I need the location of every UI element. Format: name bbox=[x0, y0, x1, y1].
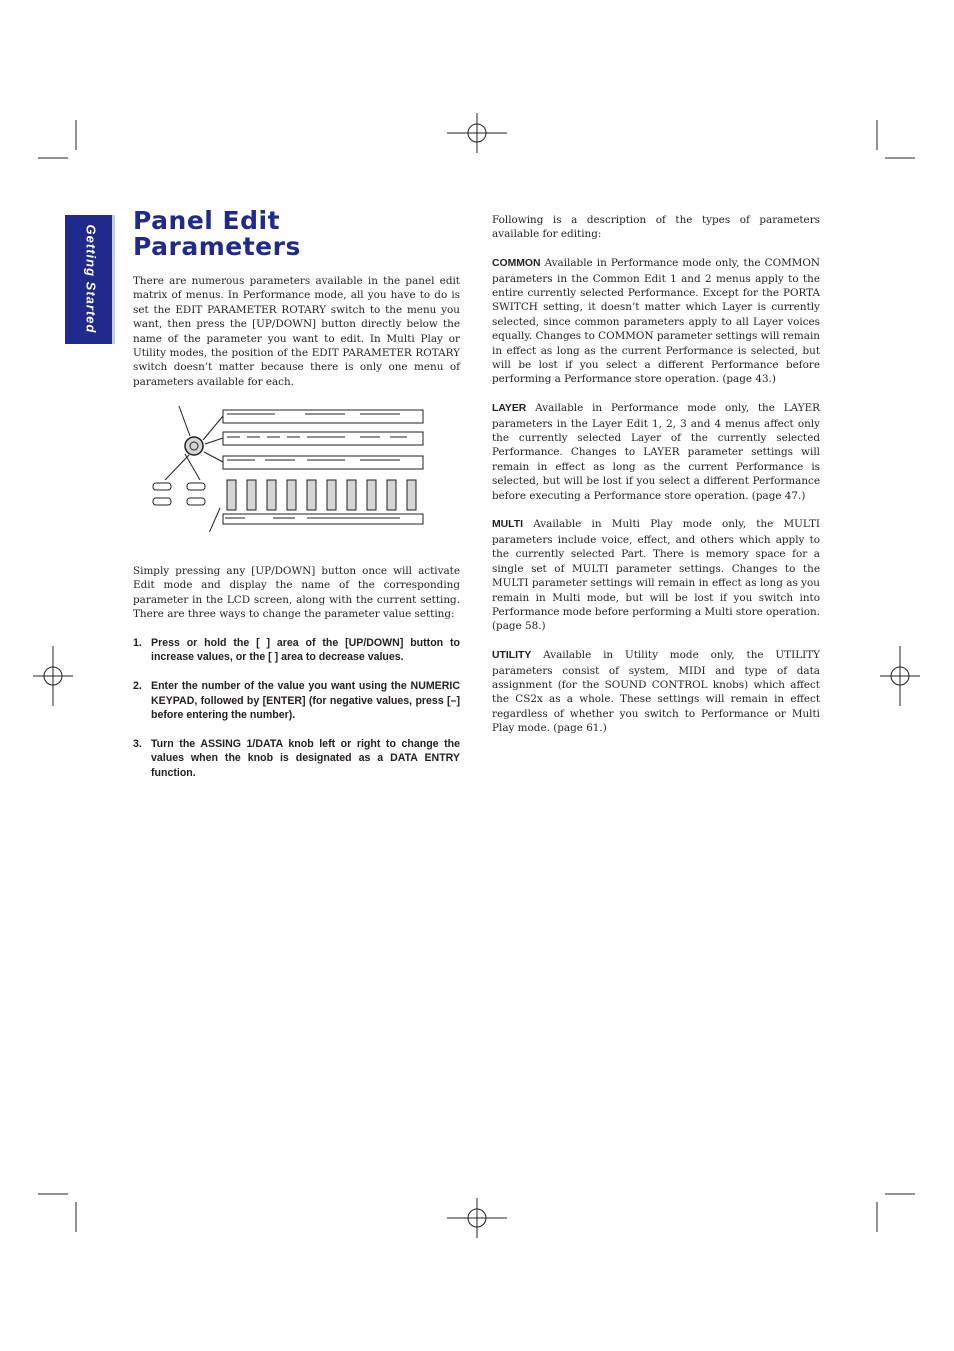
param-multi bbox=[492, 517, 820, 633]
param-text: Available in Multi Play mode only, the MULTI parameters include voice, effect, and others which apply to the currently selected Part. There is memory space for a single set of MULTI parameter settings. Changes to the MULTI parameter settings will remain in effect as long as you remain in Multi mode, but will be lost if you switch into Performance mode before performing a Multi store operation. (page 58.) bbox=[492, 518, 821, 633]
param-utility bbox=[492, 648, 820, 735]
step-item bbox=[133, 679, 460, 722]
param-term: UTILITY bbox=[492, 650, 532, 662]
section-tab-label: Getting Started bbox=[83, 224, 99, 334]
param-text: Available in Utility mode only, the UTILITY parameters consist of system, MIDI and type of data assignment (for the SOUND CONTROL knobs) which affect the CS2x as a whole. These settings will remain in effect regardless of whether you switch to Performance or Multi Play mode. (page 61.) bbox=[492, 649, 820, 735]
step-text: Enter the number of the value you want using the NUMERIC KEYPAD, followed by [ENTER] (for negative values, press [–] before entering the number). bbox=[151, 680, 460, 722]
param-text: Available in Performance mode only, the LAYER parameters in the Layer Edit 1, 2, 3 and 4 menus affect only the currently selected Layer of the currently selected Performance. Changes to LAYER parameter settings will remain in effect as long as the current Performance is selected, but will be lost if you select a different Performance before executing a Performance store operation. (page 47.) bbox=[492, 402, 820, 502]
title-line-1: Panel Edit bbox=[133, 206, 281, 235]
page-title bbox=[133, 208, 301, 260]
pressing-paragraph: Simply pressing any [UP/DOWN] button once will activate Edit mode and display the name of the corresponding parameter in the LCD screen, along with the current setting. There are three ways to change the parameter value setting: bbox=[133, 565, 460, 621]
param-layer bbox=[492, 401, 820, 503]
step-number: 3. bbox=[133, 737, 142, 750]
param-text: Available in Performance mode only, the COMMON parameters in the Common Edit 1 and 2 menus apply to the entire currently selected Performance. Except for the PORTA SWITCH setting, it doesn’t matter which Layer is currently selected, since common parameters apply to all Layer voices equally. Changes to COMMON parameter settings will remain in effect as long as the current Performance is selected, but will be lost if you select a different Performance before performing a Performance store operation. (page 43.) bbox=[492, 257, 820, 386]
param-term: LAYER bbox=[492, 403, 527, 415]
step-item bbox=[133, 636, 460, 665]
title-line-2: Parameters bbox=[133, 232, 301, 261]
step-text: Turn the ASSING 1/DATA knob left or right to change the values when the knob is designated as a DATA ENTRY function. bbox=[151, 737, 460, 779]
param-term: MULTI bbox=[492, 519, 523, 531]
param-term: COMMON bbox=[492, 258, 541, 270]
step-number: 2. bbox=[133, 680, 142, 693]
param-common bbox=[492, 256, 820, 387]
step-item bbox=[133, 737, 460, 780]
right-column bbox=[492, 213, 820, 750]
step-number: 1. bbox=[133, 637, 142, 649]
steps-list bbox=[133, 636, 460, 794]
right-intro: Following is a description of the types of parameters available for editing: bbox=[492, 214, 820, 241]
panel-edit-diagram bbox=[145, 400, 435, 532]
step-text: Press or hold the [ ] area of the [UP/DOWN] button to increase values, or the [ ] area to decrease values. bbox=[151, 637, 460, 664]
intro-paragraph: There are numerous parameters available in the panel edit matrix of menus. In Performance mode, all you have to do is set the EDIT PARAMETER ROTARY switch to the menu you want, then press the [UP/DOWN] button directly below the name of the parameter you want to edit. In Multi Play or Utility modes, the position of the EDIT PARAMETER ROTARY switch doesn’t matter because there is only one menu of parameters available for each. bbox=[133, 275, 460, 388]
